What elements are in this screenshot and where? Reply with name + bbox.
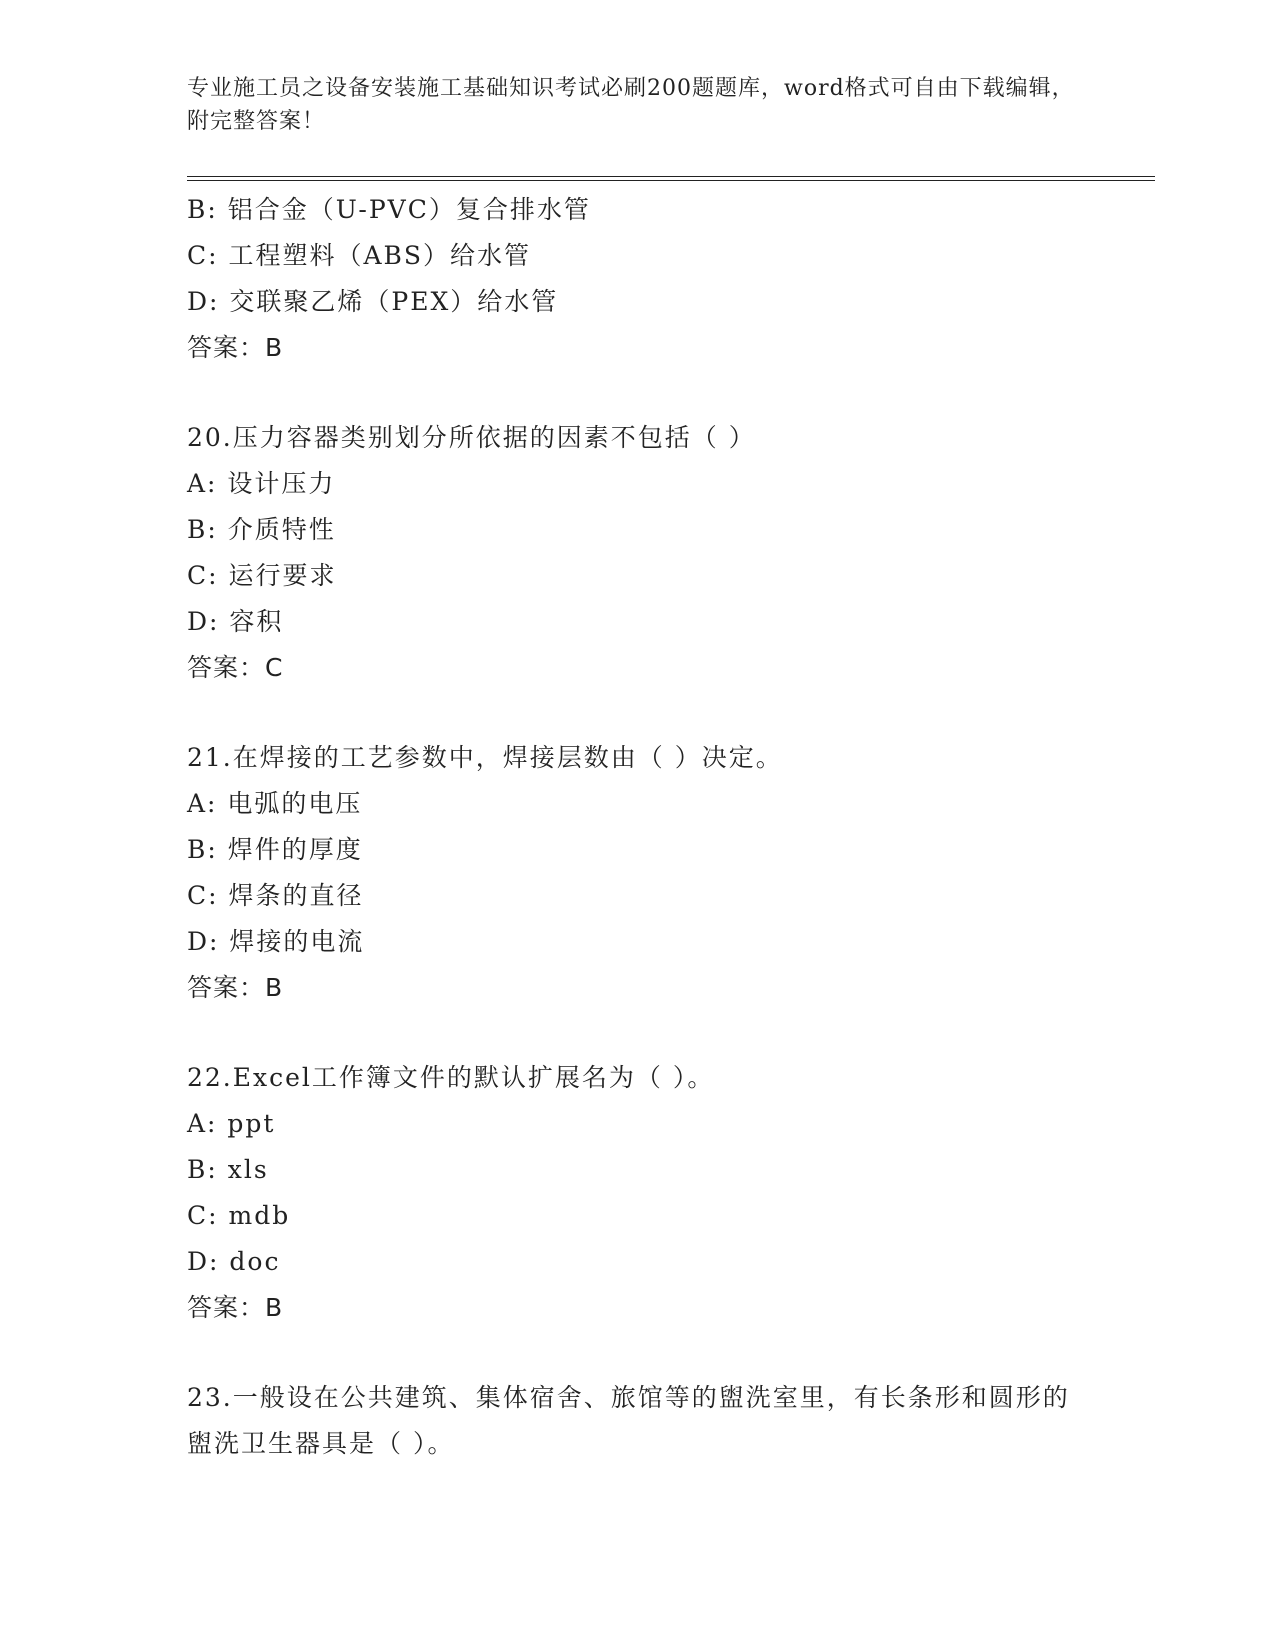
question-21 [187, 735, 1087, 1011]
answer-line: 答案：C [187, 653, 284, 682]
answer-line: 答案：B [187, 1293, 284, 1322]
answer-line: 答案：B [187, 333, 284, 362]
option-d: D: 焊接的电流 [187, 927, 365, 956]
question-text: 20.压力容器类别划分所依据的因素不包括（ ） [187, 423, 756, 452]
answer-line: 答案：B [187, 973, 284, 1002]
option-b: B: 介质特性 [187, 515, 336, 544]
question-text: 23.一般设在公共建筑、集体宿舍、旅馆等的盥洗室里，有长条形和圆形的盥洗卫生器具是（ ）。 [187, 1383, 1070, 1458]
question-19-continued [187, 187, 1087, 371]
option-b: B: 焊件的厚度 [187, 835, 363, 864]
option-c: C: 工程塑料（ABS）给水管 [187, 241, 532, 270]
option-b: B: xls [187, 1155, 269, 1184]
question-text: 21.在焊接的工艺参数中，焊接层数由（ ）决定。 [187, 743, 783, 772]
option-a: A: 电弧的电压 [187, 789, 363, 818]
question-22 [187, 1055, 1087, 1331]
option-c: C: 运行要求 [187, 561, 337, 590]
document-body [187, 187, 1087, 1467]
option-a: A: ppt [187, 1109, 276, 1138]
option-d: D: 交联聚乙烯（PEX）给水管 [187, 287, 559, 316]
header-divider [187, 176, 1155, 181]
option-a: A: 设计压力 [187, 469, 336, 498]
option-b: B: 铝合金（U-PVC）复合排水管 [187, 195, 591, 224]
option-c: C: mdb [187, 1201, 291, 1230]
document-header: 专业施工员之设备安装施工基础知识考试必刷200题题库，word格式可自由下载编辑，附完整答案！ [187, 76, 1075, 134]
question-20 [187, 415, 1087, 691]
question-23 [187, 1375, 1087, 1467]
question-text: 22.Excel工作簿文件的默认扩展名为（ ）。 [187, 1063, 715, 1092]
option-d: D: doc [187, 1247, 281, 1276]
option-c: C: 焊条的直径 [187, 881, 364, 910]
option-d: D: 容积 [187, 607, 284, 636]
